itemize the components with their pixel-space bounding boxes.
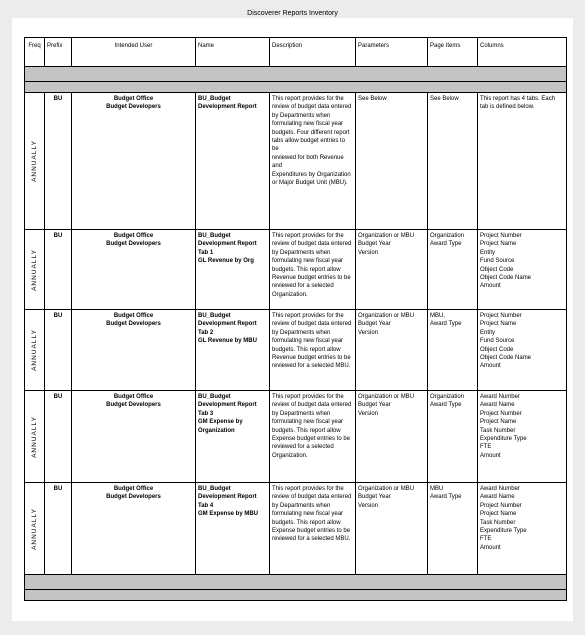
intended-user-line: Budget Office bbox=[113, 394, 154, 400]
intended-user-line: Budget Office bbox=[113, 233, 154, 239]
name-cell bbox=[196, 483, 270, 575]
name-line: Tab 2 bbox=[198, 329, 214, 336]
freq-label: ANNUALLY bbox=[30, 140, 38, 182]
columns-line: Object Code bbox=[480, 266, 514, 273]
reports-inventory-table bbox=[24, 37, 567, 601]
description-line: Expense budget entries to be bbox=[272, 528, 351, 535]
prefix-cell: BU bbox=[45, 391, 72, 483]
columns-line: FTE bbox=[480, 536, 492, 543]
columns-line: Project Number bbox=[480, 233, 522, 239]
table-row bbox=[25, 310, 567, 391]
description-cell bbox=[270, 230, 356, 310]
columns-line: Fund Source bbox=[480, 338, 515, 345]
intended-user-cell bbox=[72, 310, 196, 391]
name-line: BU_Budget bbox=[198, 394, 231, 400]
page-items-line: Organization bbox=[430, 233, 465, 239]
page-items-line: Award Type bbox=[430, 321, 462, 328]
name-cell bbox=[196, 230, 270, 310]
page-items-line: MBU, bbox=[430, 313, 445, 319]
columns-line: Project Number bbox=[480, 313, 522, 319]
description-line: formulating new fiscal year bbox=[272, 121, 344, 128]
description-line: This report provides for the bbox=[272, 394, 344, 400]
description-line: review of budget data entered bbox=[272, 494, 352, 501]
intended-user-line: Budget Developers bbox=[106, 321, 161, 328]
description-line: or Major Budget Unit (MBU). bbox=[272, 180, 348, 187]
parameters-cell bbox=[356, 230, 428, 310]
columns-line: Expenditure Type bbox=[480, 436, 527, 443]
header-page-items: Page Items bbox=[428, 38, 478, 67]
columns-line: FTE bbox=[480, 444, 492, 451]
description-line: tabs allow budget entries to be bbox=[272, 138, 346, 153]
description-line: by Departments when bbox=[272, 410, 331, 417]
description-line: by Departments when bbox=[272, 329, 331, 336]
header-name: Name bbox=[196, 38, 270, 67]
description-line: review of budget data entered bbox=[272, 241, 352, 248]
parameters-line: See Below bbox=[358, 96, 387, 102]
columns-line: Expenditure Type bbox=[480, 528, 527, 535]
description-line: by Departments when bbox=[272, 249, 331, 256]
parameters-cell bbox=[356, 391, 428, 483]
description-line: Expense budget entries to be bbox=[272, 436, 351, 443]
page-items-line: MBU bbox=[430, 486, 444, 492]
description-line: formulating new fiscal year bbox=[272, 338, 344, 345]
freq-cell bbox=[25, 391, 45, 483]
intended-user-line: Budget Office bbox=[113, 486, 154, 492]
description-cell bbox=[270, 93, 356, 230]
freq-cell bbox=[25, 230, 45, 310]
description-line: reviewed for a selected bbox=[272, 283, 334, 290]
intended-user-cell bbox=[72, 93, 196, 230]
page-items-cell bbox=[428, 391, 478, 483]
description-cell bbox=[270, 310, 356, 391]
name-line: Tab 1 bbox=[198, 249, 214, 256]
table-row bbox=[25, 93, 567, 230]
columns-line: Project Number bbox=[480, 410, 522, 417]
header-intended-user: Intended User bbox=[72, 38, 196, 67]
page-items-line: Award Type bbox=[430, 402, 462, 409]
columns-line: Project Name bbox=[480, 511, 517, 518]
intended-user-line: Budget Developers bbox=[106, 241, 161, 248]
parameters-line: Budget Year bbox=[358, 241, 391, 248]
page-items-line: Organization bbox=[430, 394, 465, 400]
page-items-cell bbox=[428, 93, 478, 230]
description-line: reviewed for a selected bbox=[272, 444, 334, 451]
header-prefix: Prefix bbox=[45, 38, 72, 67]
name-cell bbox=[196, 310, 270, 391]
intended-user-line: Budget Developers bbox=[106, 494, 161, 501]
columns-line: This report has 4 tabs. Each bbox=[480, 96, 556, 102]
separator-cell bbox=[25, 575, 567, 590]
parameters-cell bbox=[356, 483, 428, 575]
name-line: BU_Budget bbox=[198, 233, 231, 239]
name-line: Tab 4 bbox=[198, 502, 214, 509]
name-line: Tab 3 bbox=[198, 410, 214, 417]
description-line: reviewed for both Revenue and bbox=[272, 154, 344, 170]
description-line: Revenue budget entries to be bbox=[272, 275, 351, 282]
description-line: formulating new fiscal year bbox=[272, 511, 344, 518]
parameters-line: Version bbox=[358, 502, 379, 509]
intended-user-line: Budget Developers bbox=[106, 104, 161, 111]
parameters-line: Organization or MBU bbox=[358, 313, 415, 319]
intended-user-line: Budget Developers bbox=[106, 402, 161, 409]
columns-line: tab is defined below. bbox=[480, 104, 535, 111]
description-line: budgets. This report allow bbox=[272, 427, 341, 434]
description-line: by Departments when bbox=[272, 502, 331, 509]
columns-cell bbox=[478, 483, 567, 575]
separator-row bbox=[25, 590, 567, 601]
page-items-line: Award Type bbox=[430, 241, 462, 248]
page-items-cell bbox=[428, 230, 478, 310]
header-description: Description bbox=[270, 38, 356, 67]
parameters-line: Version bbox=[358, 410, 379, 417]
name-line: BU_Budget bbox=[198, 96, 231, 102]
description-cell bbox=[270, 483, 356, 575]
columns-line: Amount bbox=[480, 452, 501, 459]
description-line: by Departments when bbox=[272, 112, 331, 119]
name-line: Development Report bbox=[198, 104, 257, 111]
prefix-cell: BU bbox=[45, 310, 72, 391]
description-line: This report provides for the bbox=[272, 313, 344, 319]
description-line: This report provides for the bbox=[272, 233, 344, 239]
parameters-cell bbox=[356, 93, 428, 230]
name-cell bbox=[196, 93, 270, 230]
intended-user-cell bbox=[72, 230, 196, 310]
freq-cell bbox=[25, 310, 45, 391]
document-title: Discoverer Reports Inventory bbox=[247, 10, 338, 17]
columns-line: Task Number bbox=[480, 519, 516, 526]
intended-user-cell bbox=[72, 483, 196, 575]
page-items-cell bbox=[428, 310, 478, 391]
table-row bbox=[25, 483, 567, 575]
description-line: budgets. This report allow bbox=[272, 266, 341, 273]
header-row bbox=[25, 38, 567, 67]
page-items-line: Award Type bbox=[430, 494, 462, 501]
description-line: budgets. This report allow bbox=[272, 519, 341, 526]
separator-row bbox=[25, 82, 567, 93]
columns-line: Task Number bbox=[480, 427, 516, 434]
description-line: This report provides for the bbox=[272, 96, 344, 102]
freq-label: ANNUALLY bbox=[30, 507, 38, 550]
columns-line: Project Name bbox=[480, 321, 517, 328]
name-cell bbox=[196, 391, 270, 483]
prefix-cell: BU bbox=[45, 230, 72, 310]
columns-cell bbox=[478, 391, 567, 483]
name-line: BU_Budget bbox=[198, 313, 231, 319]
description-cell bbox=[270, 391, 356, 483]
columns-line: Award Name bbox=[480, 402, 515, 409]
freq-label: ANNUALLY bbox=[30, 415, 38, 458]
table-row bbox=[25, 391, 567, 483]
description-line: This report provides for the bbox=[272, 486, 344, 492]
columns-line: Award Number bbox=[480, 486, 520, 492]
columns-line: Object Code Name bbox=[480, 355, 532, 362]
page-items-cell bbox=[428, 483, 478, 575]
description-line: reviewed for a selected MBU. bbox=[272, 536, 351, 543]
columns-line: Amount bbox=[480, 544, 501, 551]
parameters-line: Budget Year bbox=[358, 494, 391, 501]
parameters-line: Organization or MBU bbox=[358, 486, 415, 492]
columns-line: Object Code Name bbox=[480, 275, 532, 282]
name-line: Organization bbox=[198, 427, 235, 434]
intended-user-cell bbox=[72, 391, 196, 483]
columns-line: Project Name bbox=[480, 419, 517, 426]
columns-cell bbox=[478, 310, 567, 391]
prefix-cell: BU bbox=[45, 483, 72, 575]
freq-cell bbox=[25, 483, 45, 575]
columns-line: Fund Source bbox=[480, 258, 515, 265]
table-row bbox=[25, 230, 567, 310]
header-columns: Columns bbox=[478, 38, 567, 67]
header-freq: Freq bbox=[25, 38, 45, 67]
page-items-line: See Below bbox=[430, 96, 459, 102]
description-line: review of budget data entered bbox=[272, 402, 352, 409]
description-line: review of budget data entered bbox=[272, 321, 352, 328]
name-line: GM Expense by MBU bbox=[198, 511, 259, 518]
description-line: Expenditures by Organization bbox=[272, 171, 351, 178]
intended-user-line: Budget Office bbox=[113, 96, 154, 102]
prefix-cell: BU bbox=[45, 93, 72, 230]
columns-line: Amount bbox=[480, 283, 501, 290]
name-line: Development Report bbox=[198, 321, 257, 328]
name-line: GL Revenue by MBU bbox=[198, 338, 257, 345]
name-line: Development Report bbox=[198, 494, 257, 501]
separator-row bbox=[25, 67, 567, 82]
columns-line: Amount bbox=[480, 363, 501, 370]
description-line: Revenue budget entries to be bbox=[272, 355, 351, 362]
intended-user-line: Budget Office bbox=[113, 313, 154, 319]
description-line: Organization. bbox=[272, 291, 308, 298]
columns-line: Project Number bbox=[480, 502, 522, 509]
parameters-line: Budget Year bbox=[358, 321, 391, 328]
separator-cell bbox=[25, 590, 567, 601]
header-parameters: Parameters bbox=[356, 38, 428, 67]
separator-row bbox=[25, 575, 567, 590]
columns-line: Award Number bbox=[480, 394, 520, 400]
parameters-line: Organization or MBU bbox=[358, 233, 415, 239]
name-line: BU_Budget bbox=[198, 486, 231, 492]
columns-line: Object Code bbox=[480, 346, 514, 353]
parameters-line: Organization or MBU bbox=[358, 394, 415, 400]
description-line: budgets. This report allow bbox=[272, 346, 341, 353]
freq-label: ANNUALLY bbox=[30, 248, 38, 291]
description-line: review of budget data entered bbox=[272, 104, 352, 111]
description-line: formulating new fiscal year bbox=[272, 258, 344, 265]
parameters-line: Version bbox=[358, 329, 379, 336]
description-line: formulating new fiscal year bbox=[272, 419, 344, 426]
columns-cell bbox=[478, 93, 567, 230]
description-line: reviewed for a selected MBU. bbox=[272, 363, 351, 370]
columns-line: Project Name bbox=[480, 241, 517, 248]
parameters-line: Budget Year bbox=[358, 402, 391, 409]
columns-line: Entity bbox=[480, 249, 496, 256]
columns-line: Award Name bbox=[480, 494, 515, 501]
parameters-cell bbox=[356, 310, 428, 391]
name-line: GM Expense by bbox=[198, 419, 243, 426]
description-line: Organization. bbox=[272, 452, 308, 459]
description-line: budgets. Four different report bbox=[272, 129, 350, 136]
columns-cell bbox=[478, 230, 567, 310]
freq-label: ANNUALLY bbox=[30, 329, 38, 371]
freq-cell bbox=[25, 93, 45, 230]
columns-line: Entity bbox=[480, 329, 496, 336]
parameters-line: Version bbox=[358, 249, 379, 256]
name-line: Development Report bbox=[198, 402, 257, 409]
name-line: GL Revenue by Org bbox=[198, 258, 254, 265]
name-line: Development Report bbox=[198, 241, 257, 248]
